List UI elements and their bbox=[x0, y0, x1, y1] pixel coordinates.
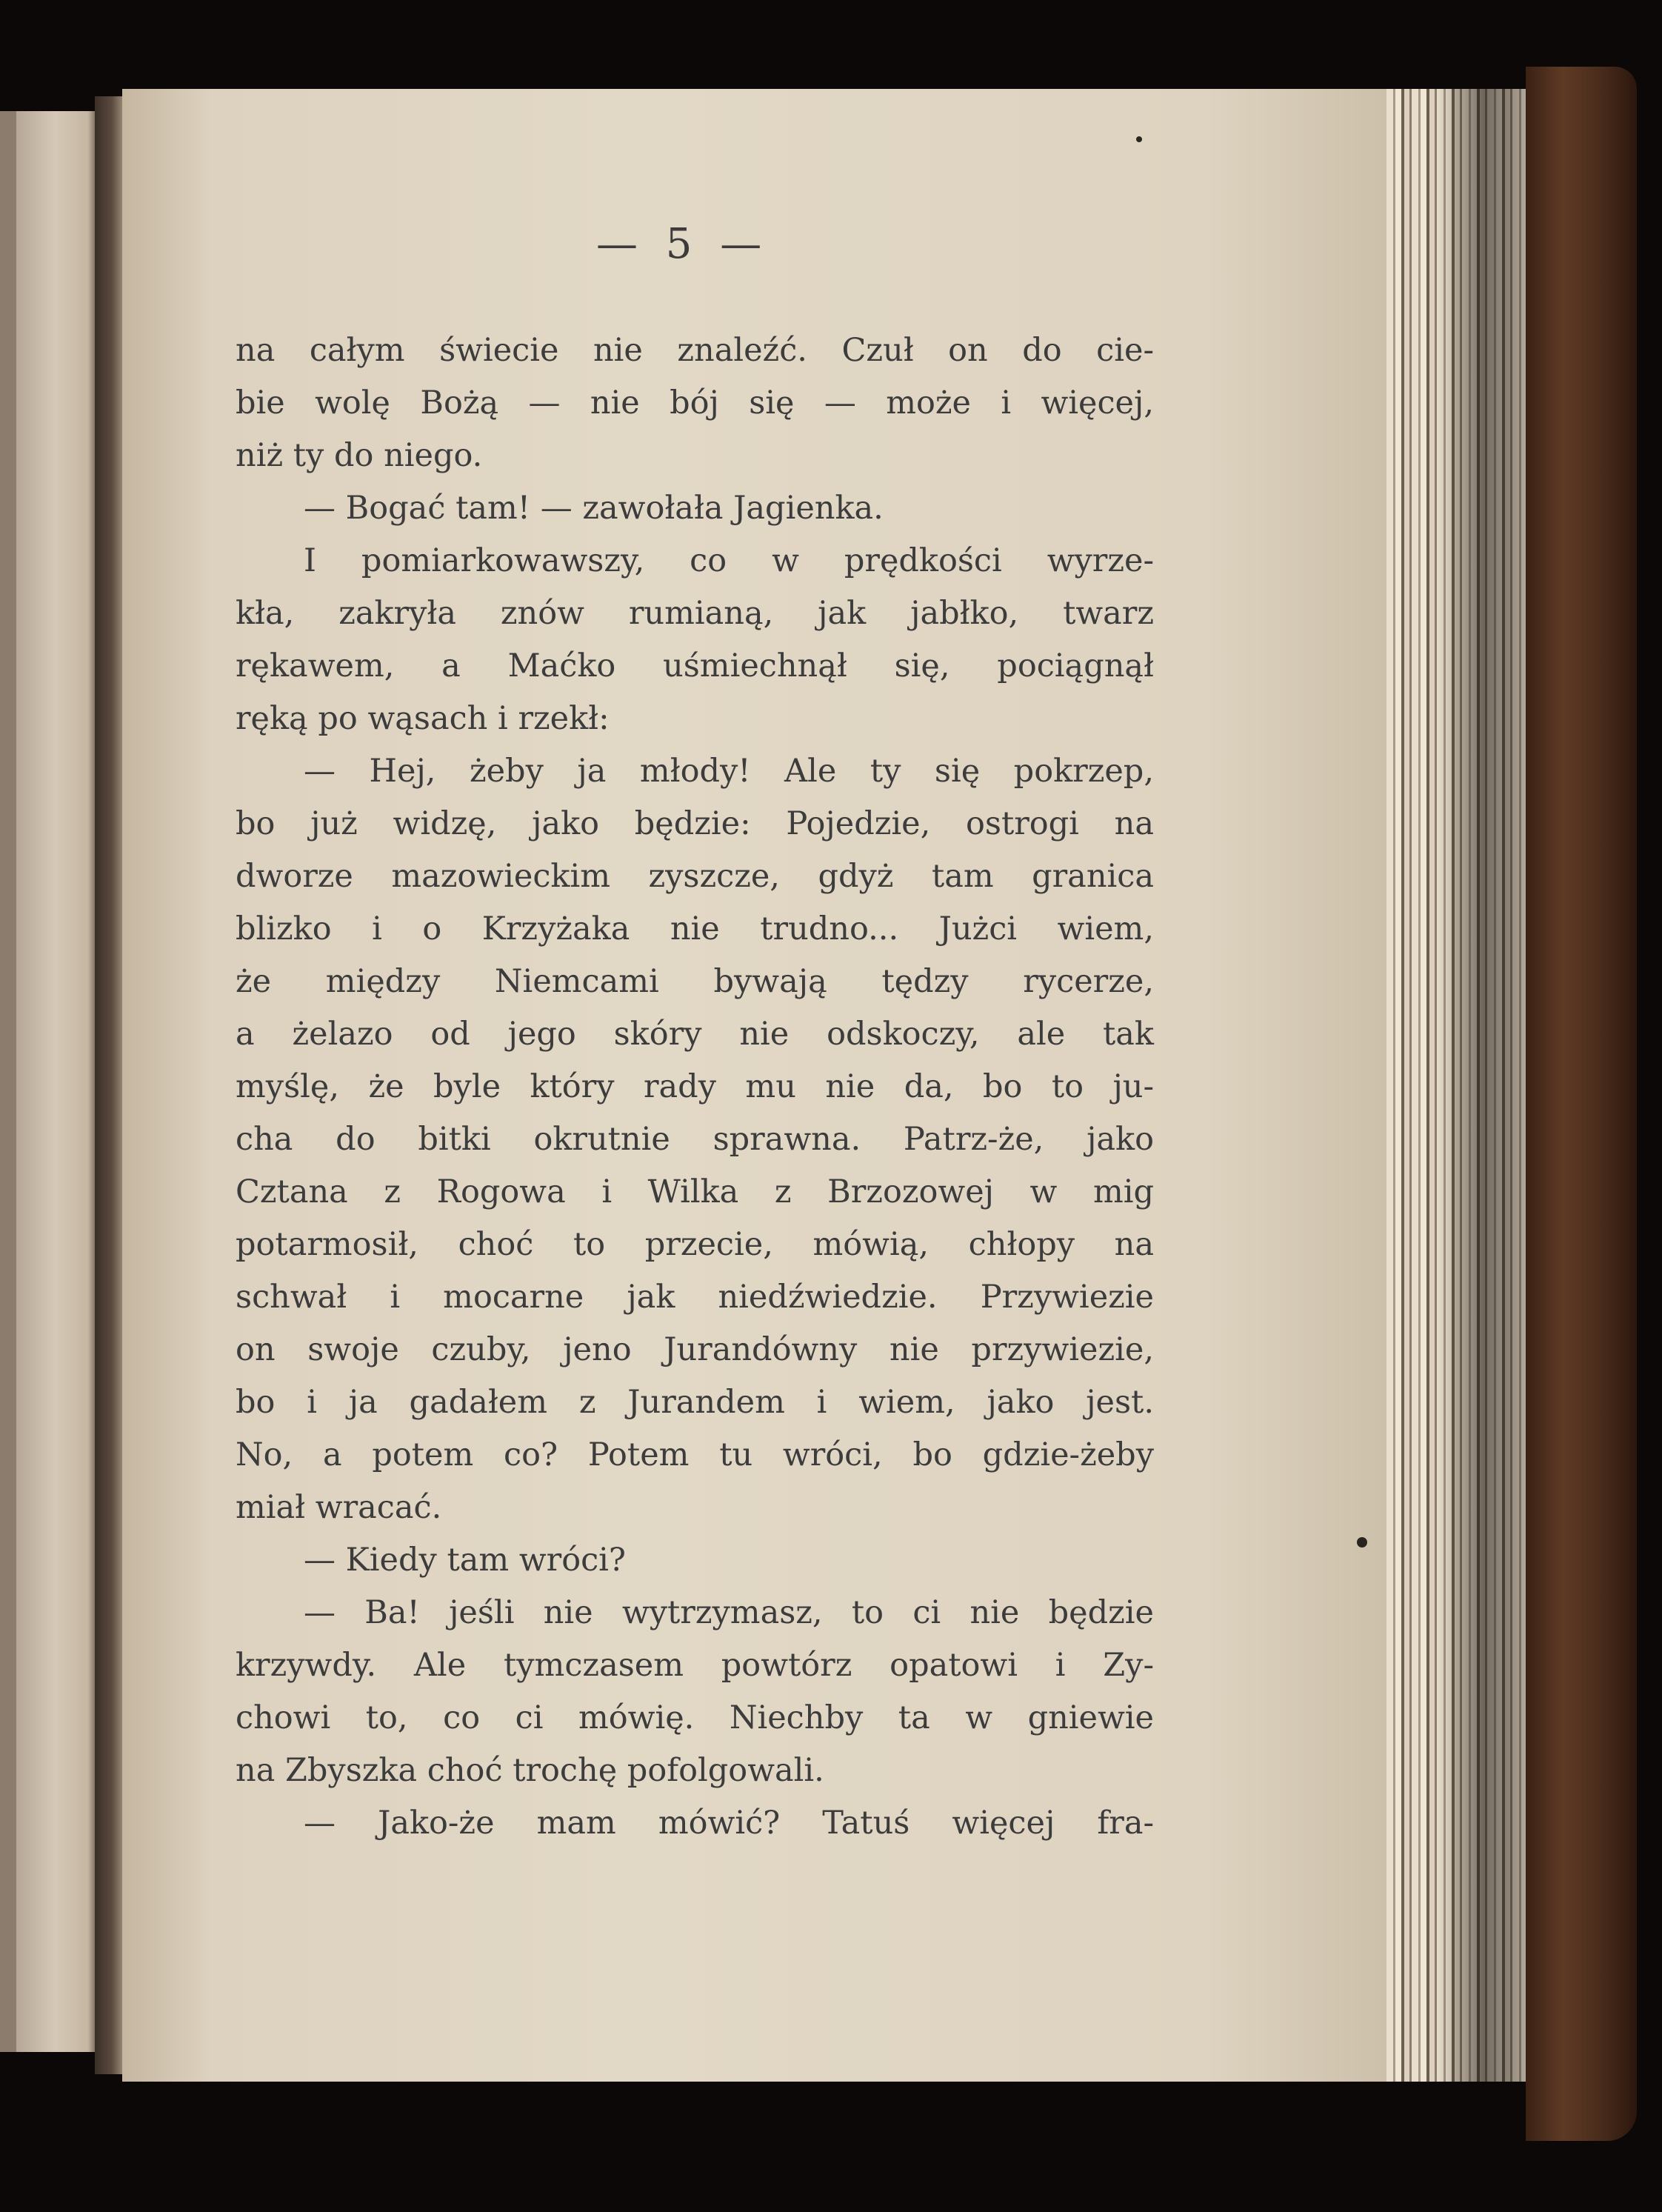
text-line: bie wolę Bożą — nie bój się — może i więcej, bbox=[236, 384, 1154, 422]
text-line: rękawem, a Maćko uśmiechnął się, pociągnął bbox=[236, 647, 1154, 684]
text-line: — Jako-że mam mówić? Tatuś więcej fra- bbox=[304, 1805, 1154, 1842]
text-line: miał wracać. bbox=[236, 1489, 442, 1526]
page-edges-shadow bbox=[1437, 89, 1541, 2082]
text-line: na całym świecie nie znaleźć. Czuł on do cie- bbox=[236, 332, 1154, 369]
body-text bbox=[236, 324, 1154, 1850]
text-line: schwał i mocarne jak niedźwiedzie. Przywiezie bbox=[236, 1279, 1154, 1316]
text-line: ręką po wąsach i rzekł: bbox=[236, 700, 610, 737]
text-line: blizko i o Krzyżaka nie trudno... Jużci wiem, bbox=[236, 910, 1154, 947]
text-line: że między Niemcami bywają tędzy rycerze, bbox=[236, 963, 1154, 1000]
text-line: — Hej, żeby ja młody! Ale ty się pokrzep, bbox=[304, 753, 1154, 790]
text-line: — Kiedy tam wróci? bbox=[304, 1542, 626, 1579]
left-page-margin bbox=[0, 111, 16, 2052]
text-line: No, a potem co? Potem tu wróci, bo gdzie-żeby bbox=[236, 1436, 1154, 1473]
text-line: cha do bitki okrutnie sprawna. Patrz-że, jako bbox=[236, 1121, 1154, 1158]
text-line: bo i ja gadałem z Jurandem i wiem, jako jest. bbox=[236, 1384, 1154, 1421]
text-line: on swoje czuby, jeno Jurandówny nie przywiezie, bbox=[236, 1331, 1154, 1368]
book-cover bbox=[1526, 67, 1637, 2141]
ink-spot bbox=[1136, 136, 1142, 142]
text-line: potarmosił, choć to przecie, mówią, chłopy na bbox=[236, 1226, 1154, 1263]
text-line: Cztana z Rogowa i Wilka z Brzozowej w mig bbox=[236, 1173, 1154, 1210]
text-line: na Zbyszka choć trochę pofolgowali. bbox=[236, 1752, 824, 1789]
text-line: bo już widzę, jako będzie: Pojedzie, ostrogi na bbox=[236, 805, 1154, 842]
text-line: myślę, że byle który rady mu nie da, bo to ju- bbox=[236, 1068, 1154, 1105]
text-line: — Bogać tam! — zawołała Jagienka. bbox=[304, 490, 884, 527]
text-line: niż ty do niego. bbox=[236, 437, 483, 474]
text-line: a żelazo od jego skóry nie odskoczy, ale tak bbox=[236, 1016, 1154, 1053]
text-line: — Ba! jeśli nie wytrzymasz, to ci nie będzie bbox=[304, 1594, 1154, 1631]
text-line: chowi to, co ci mówię. Niechby ta w gniewie bbox=[236, 1699, 1154, 1736]
text-line: dworze mazowieckim zyszcze, gdyż tam granica bbox=[236, 858, 1154, 895]
text-line: krzywdy. Ale tymczasem powtórz opatowi i Zy- bbox=[236, 1647, 1154, 1684]
ink-spot bbox=[1357, 1537, 1367, 1548]
page-number: — 5 — bbox=[596, 220, 770, 268]
text-line: kła, zakryła znów rumianą, jak jabłko, twarz bbox=[236, 595, 1154, 632]
text-line: I pomiarkowawszy, co w prędkości wyrze- bbox=[304, 542, 1154, 579]
